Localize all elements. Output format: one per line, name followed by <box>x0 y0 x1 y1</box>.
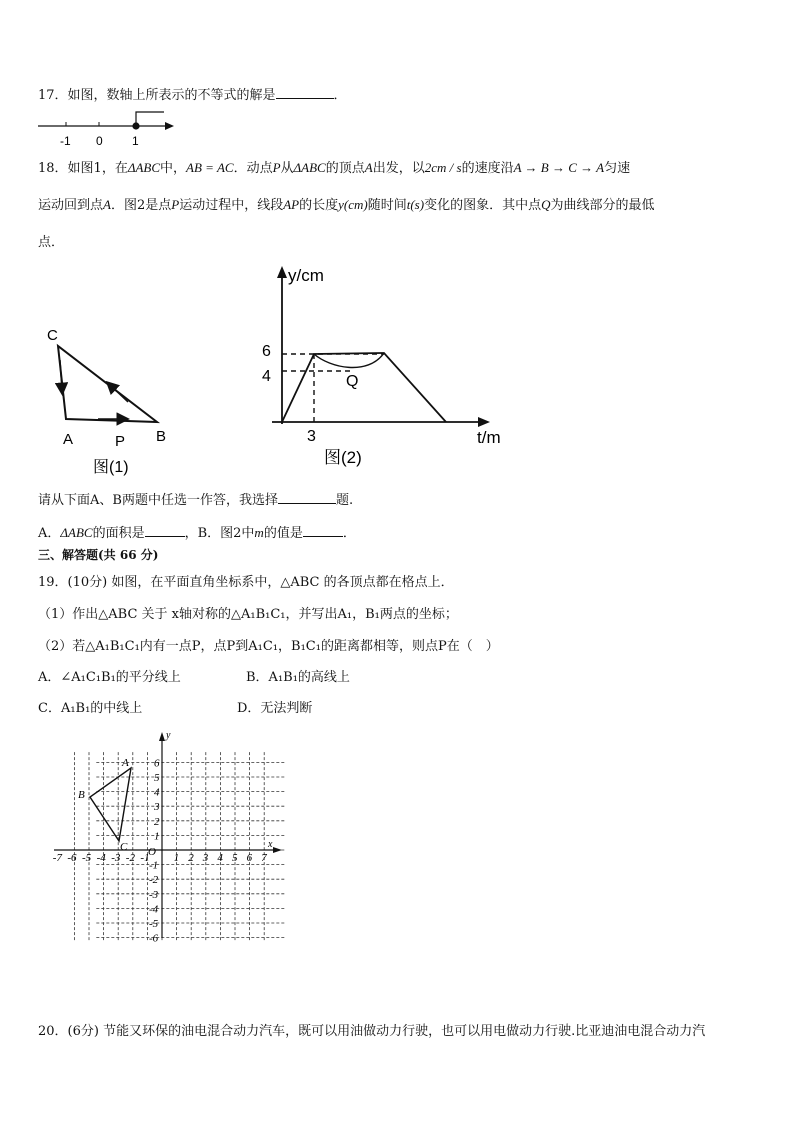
q18-line2: 运动回到点A．图2是点P运动过程中，线段AP的长度y(cm)随时间t(s)变化的图象．其中点Q为曲线部分的最低 <box>38 197 655 213</box>
q18-area-blank <box>145 524 185 537</box>
grid-y-tick: -2 <box>149 874 159 887</box>
q17-tick-neg1: -1 <box>60 134 71 148</box>
grid-y-tick: -4 <box>149 903 159 916</box>
grid-point-a: A <box>122 757 129 769</box>
q19-line1: 19．(10分) 如图，在平面直角坐标系中，△ABC 的各顶点都在格点上． <box>38 575 454 590</box>
grid-y-tick: -1 <box>149 859 159 872</box>
q17-number-line <box>36 108 178 150</box>
fig2-tick-3: 3 <box>307 428 316 445</box>
q19-line2: （1）作出△ABC 关于 x轴对称的△A₁B₁C₁，并写出A₁，B₁两点的坐标； <box>38 607 458 622</box>
q18-figure1-triangle <box>40 318 180 478</box>
grid-point-b: B <box>78 789 85 801</box>
q19-option-a: A．∠A₁C₁B₁的平分线上 <box>38 670 181 685</box>
fig2-tick-4: 4 <box>262 368 271 385</box>
grid-x-tick: -5 <box>82 852 92 864</box>
q19-option-c: C．A₁B₁的中线上 <box>38 701 143 716</box>
grid-y-axis-label: y <box>166 730 171 741</box>
grid-x-tick: -2 <box>125 852 135 864</box>
grid-x-tick: -4 <box>96 852 106 864</box>
grid-y-tick: 4 <box>154 786 160 799</box>
fig2-caption: 图(2) <box>324 448 362 467</box>
grid-x-tick: 2 <box>188 852 194 864</box>
q18-figure2-graph <box>250 262 520 472</box>
grid-x-tick: 6 <box>246 852 253 864</box>
grid-y-tick: -6 <box>149 932 159 942</box>
fig2-y-label: y/cm <box>288 266 324 285</box>
grid-x-tick: -1 <box>140 852 150 864</box>
grid-y-tick: 6 <box>154 757 160 770</box>
q18-choose-blank <box>278 491 336 504</box>
grid-x-tick: 5 <box>232 852 238 864</box>
q19-coordinate-grid <box>36 728 286 942</box>
q19-option-b: B．A₁B₁的高线上 <box>246 670 350 685</box>
q19-option-d: D．无法判断 <box>237 701 313 716</box>
q18-line1: 18．如图1，在ΔABC中，AB = AC．动点P从ΔABC的顶点A出发，以2cm / s的速度沿A → B → C → A匀速 <box>38 160 631 176</box>
fig1-label-c: C <box>47 327 58 344</box>
grid-x-tick: -7 <box>52 852 62 864</box>
grid-x-tick: -6 <box>67 852 77 864</box>
q17-text: 17．如图，数轴上所表示的不等式的解是 ． <box>38 88 347 103</box>
grid-x-tick: 3 <box>202 852 209 864</box>
section3-title: 三、解答题(共 66 分) <box>38 548 159 562</box>
grid-y-tick: 2 <box>154 815 160 828</box>
q18-m-blank <box>303 524 343 537</box>
fig1-label-a: A <box>63 431 74 448</box>
grid-y-tick: 3 <box>154 801 160 814</box>
fig1-label-b: B <box>156 428 167 445</box>
grid-x-tick: 1 <box>173 852 180 864</box>
fig1-caption: 图(1) <box>93 459 129 476</box>
q18-line3: 点． <box>38 235 65 250</box>
q17-answer-blank <box>276 86 334 99</box>
q18-ab: A．ΔABC的面积是 ，B．图2中m的值是 ． <box>38 525 356 541</box>
fig2-label-q: Q <box>346 373 359 390</box>
fig2-tick-6: 6 <box>262 343 271 360</box>
grid-y-tick: 5 <box>154 772 160 784</box>
fig2-x-label: t/m <box>477 428 501 447</box>
grid-y-tick: -5 <box>149 918 159 930</box>
q17-tick-0: 0 <box>96 134 103 148</box>
grid-point-c: C <box>120 841 128 853</box>
grid-y-tick: -3 <box>149 888 159 901</box>
q19-line3: （2）若△A₁B₁C₁内有一点P，点P到A₁C₁，B₁C₁的距离都相等，则点P在（ ） <box>38 639 499 654</box>
fig1-label-p: P <box>115 433 126 450</box>
grid-x-tick: 4 <box>217 852 223 864</box>
grid-x-tick: 7 <box>261 852 267 864</box>
grid-x-tick: -3 <box>111 852 121 864</box>
grid-x-axis-label: x <box>268 839 273 850</box>
q20-line1: 20．(6分) 节能又环保的油电混合动力汽车，既可以用油做动力行驶，也可以用电做动力行驶.比亚迪油电混合动力汽 <box>38 1024 706 1039</box>
grid-origin-label: O <box>148 846 156 858</box>
q17-tick-1: 1 <box>132 134 139 148</box>
grid-y-tick: 1 <box>154 830 160 843</box>
q18-choose: 请从下面A、B两题中任选一作答，我选择 题. <box>38 493 354 508</box>
